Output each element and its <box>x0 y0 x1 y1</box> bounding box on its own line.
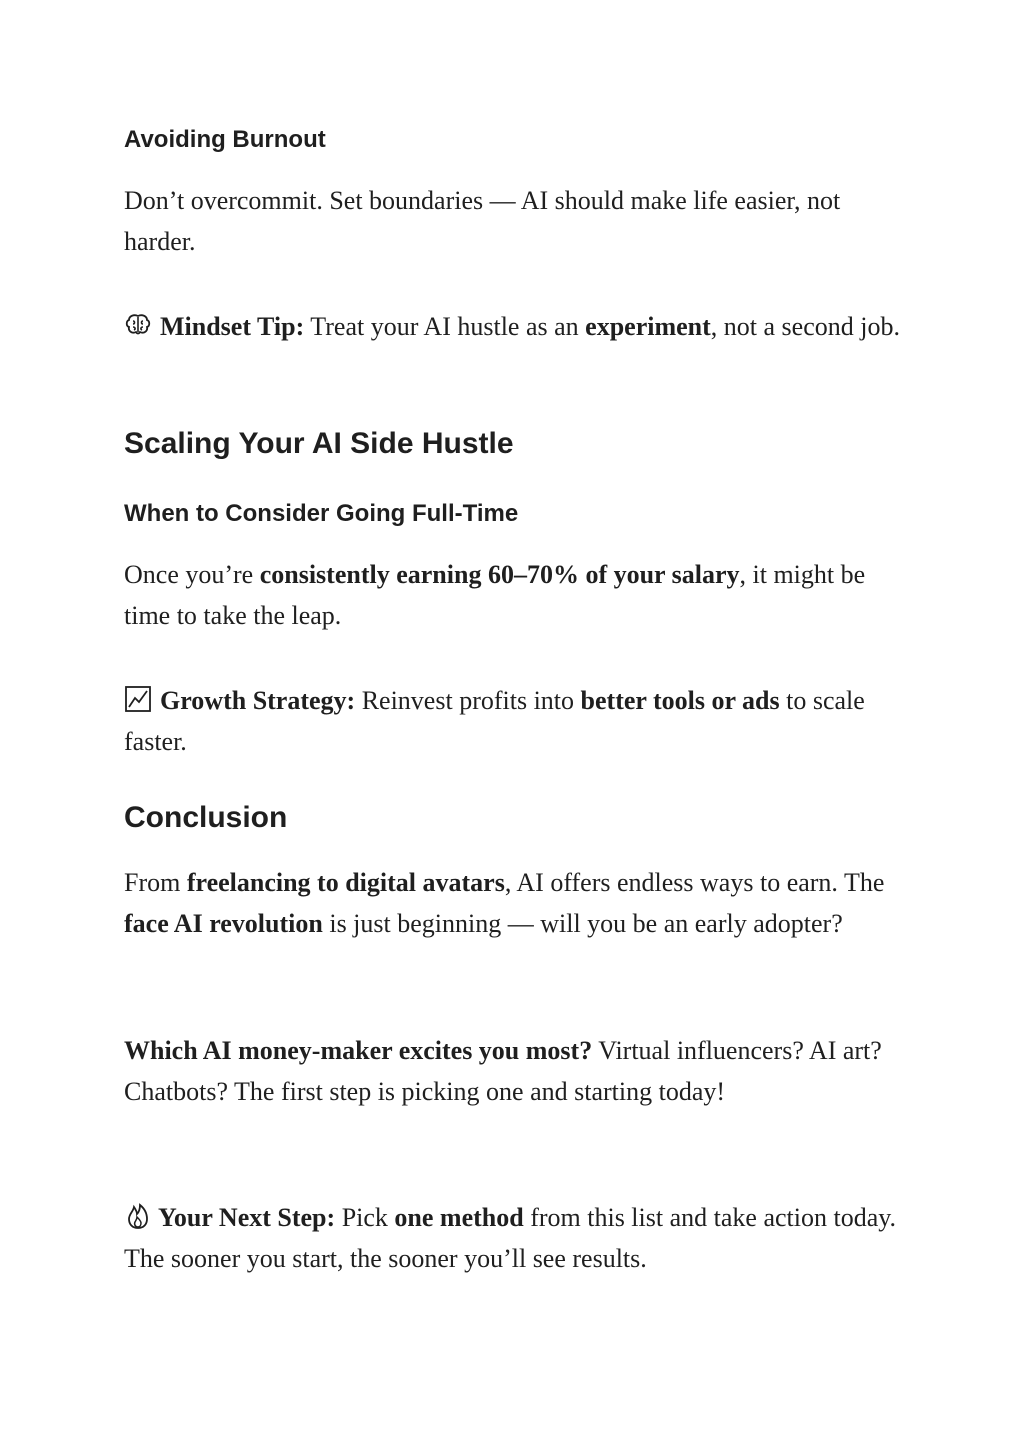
mindset-tip-label: Mindset Tip: <box>160 312 305 341</box>
growth-strategy-text-1: Reinvest profits into <box>355 686 581 715</box>
next-step-label: Your Next Step: <box>158 1203 336 1232</box>
chart-up-icon <box>124 685 152 713</box>
mindset-tip-text-2: , not a second job. <box>710 312 900 341</box>
paragraph-question <box>124 1030 914 1112</box>
paragraph-conclusion <box>124 862 914 944</box>
paragraph-avoiding-burnout: Don’t overcommit. Set boundaries — AI should make life easier, not harder. <box>124 186 841 256</box>
heading-conclusion: Conclusion <box>124 801 288 834</box>
fire-icon <box>124 1202 152 1230</box>
question-bold: Which AI money-maker excites you most? <box>124 1036 593 1065</box>
conclusion-bold-1: freelancing to digital avatars <box>186 868 505 897</box>
paragraph-growth-strategy <box>124 680 914 762</box>
growth-strategy-bold: better tools or ads <box>580 686 780 715</box>
conclusion-text-3: is just beginning — will you be an early adopter? <box>322 909 843 938</box>
next-step-text-2: from this list and take action today. The sooner you start, the sooner you’ll see results. <box>124 1203 897 1273</box>
mindset-tip-text-1: Treat your AI hustle as an <box>304 312 586 341</box>
growth-strategy-text-2: to scale faster. <box>124 686 865 756</box>
full-time-bold: consistently earning 60–70% of your salary <box>259 560 740 589</box>
brain-icon <box>124 311 152 339</box>
heading-full-time: When to Consider Going Full-Time <box>124 500 519 527</box>
conclusion-text-2: , AI offers endless ways to earn. The <box>504 868 885 897</box>
heading-avoiding-burnout: Avoiding Burnout <box>124 126 326 153</box>
next-step-text-1: Pick <box>335 1203 395 1232</box>
growth-strategy-label: Growth Strategy: <box>160 686 356 715</box>
heading-scaling: Scaling Your AI Side Hustle <box>124 427 514 460</box>
paragraph-mindset-tip <box>124 306 914 347</box>
full-time-text-2: , it might be time to take the leap. <box>124 560 866 630</box>
paragraph-full-time <box>124 554 914 636</box>
question-text: Virtual influencers? AI art? Chatbots? The first step is picking one and starting today! <box>124 1036 882 1106</box>
paragraph-next-step <box>124 1197 914 1279</box>
conclusion-text-1: From <box>124 868 187 897</box>
mindset-tip-bold: experiment <box>585 312 711 341</box>
full-time-text-1: Once you’re <box>124 560 260 589</box>
conclusion-bold-2: face AI revolution <box>124 909 323 938</box>
next-step-bold: one method <box>394 1203 524 1232</box>
